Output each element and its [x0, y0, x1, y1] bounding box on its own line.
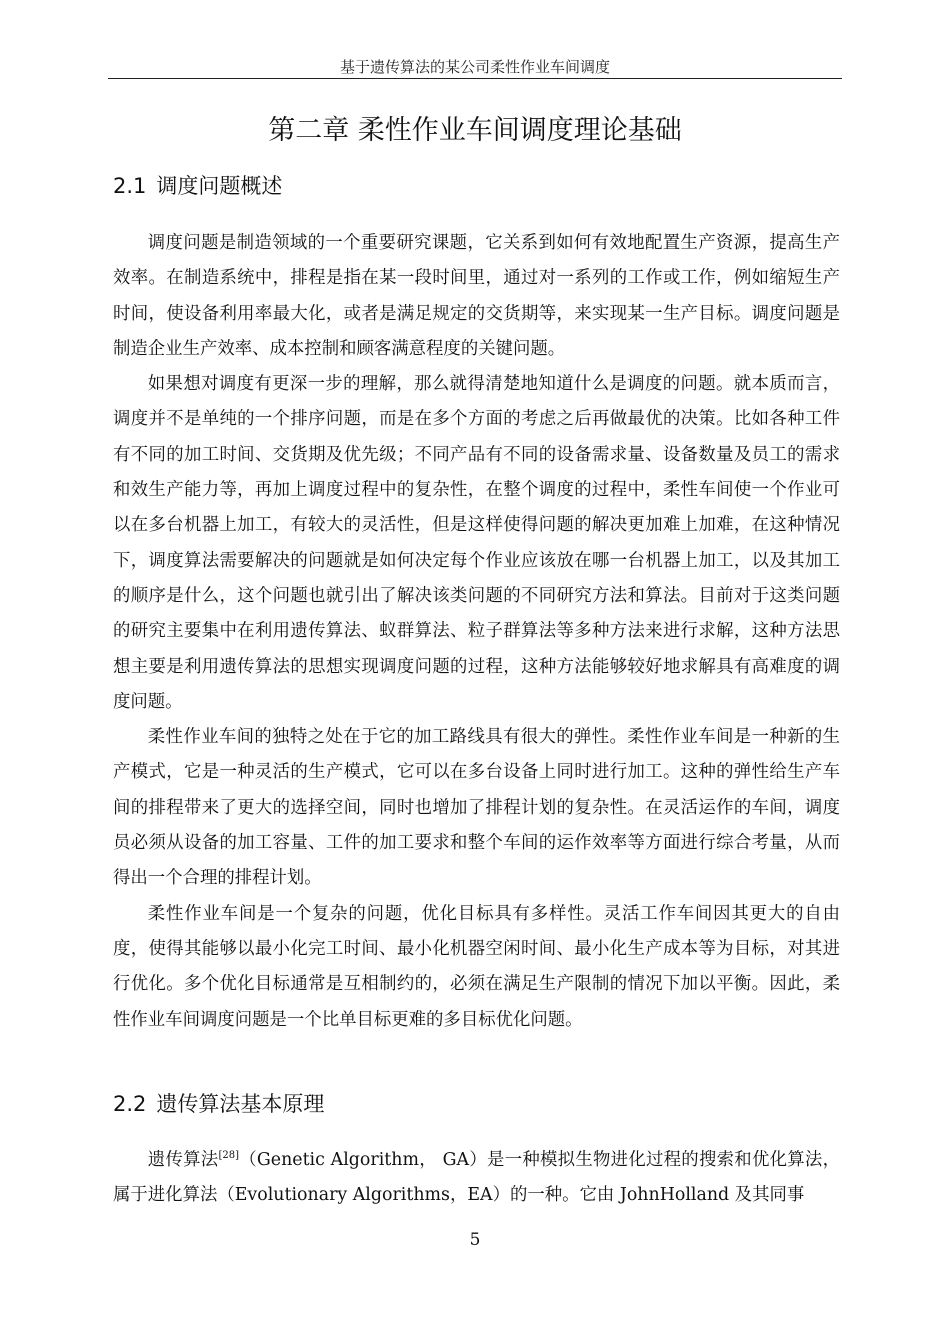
- section-number: 2.1: [113, 174, 147, 198]
- paragraph: 柔性作业车间的独特之处在于它的加工路线具有很大的弹性。柔性作业车间是一种新的生产模式，它是一种灵活的生产模式，它可以在多台设备上同时进行加工。这种的弹性给生产车间的排程带来了更大的选择空间，同时也增加了排程计划的复杂性。在灵活运作的车间，调度员必须从设备的加工容量、工件的加工要求和整个车间的运作效率等方面进行综合考量，从而得出一个合理的排程计划。: [113, 727, 840, 889]
- intro-lead: 遗传算法: [147, 1150, 219, 1170]
- section-2-2-body: [113, 1143, 840, 1214]
- paragraph: 如果想对调度有更深一步的理解，那么就得清楚地知道什么是调度的问题。就本质而言，调度并不是单纯的一个排序问题，而是在多个方面的考虑之后再做最优的决策。比如各种工件有不同的加工时间、交货期及优先级；不同产品有不同的设备需求量、设备数量及员工的需求和效生产能力等，再加上调度过程中的复杂性，在整个调度的过程中，柔性车间使一个作业可以在多台机器上加工，有较大的灵活性，但是这样使得问题的解决更加难上加难，在这种情况下，调度算法需要解决的问题就是如何决定每个作业应该放在哪一台机器上加工，以及其加工的顺序是什么，这个问题也就引出了解决该类问题的不同研究方法和算法。目前对于这类问题的研究主要集中在利用遗传算法、蚁群算法、粒子群算法等多种方法来进行求解，这种方法思想主要是利用遗传算法的思想实现调度问题的过程，这种方法能够较好地求解具有高难度的调度问题。: [113, 374, 840, 712]
- section-title-text: 调度问题概述: [156, 174, 283, 198]
- citation-ref: [28]: [218, 1150, 239, 1162]
- paragraph: 柔性作业车间是一个复杂的问题，优化目标具有多样性。灵活工作车间因其更大的自由度，使得其能够以最小化完工时间、最小化机器空闲时间、最小化生产成本等为目标，对其进行优化。多个优化目标通常是互相制约的，必须在满足生产限制的情况下加以平衡。因此，柔性作业车间调度问题是一个比单目标更难的多目标优化问题。: [113, 903, 840, 1030]
- chapter-title: 第二章 柔性作业车间调度理论基础: [268, 115, 682, 146]
- section-heading-2-2: [113, 1089, 324, 1119]
- paragraph: 调度问题是制造领域的一个重要研究课题，它关系到如何有效地配置生产资源，提高生产效率。在制造系统中，排程是指在某一段时间里，通过对一系列的工作或工作，例如缩短生产时间，使设备利用率最大化，或者是满足规定的交货期等，来实现某一生产目标。调度问题是制造企业生产效率、成本控制和顾客满意程度的关键问题。: [113, 233, 840, 359]
- running-title: 基于遗传算法的某公司柔性作业车间调度: [339, 58, 610, 76]
- section-2-1-body: [113, 226, 840, 1038]
- paragraph: [113, 1143, 840, 1214]
- page-number: 5: [469, 1230, 481, 1250]
- section-number: 2.2: [113, 1092, 147, 1116]
- section-title-text: 遗传算法基本原理: [156, 1092, 325, 1116]
- running-header: [108, 56, 842, 79]
- section-heading-2-1: [113, 171, 282, 201]
- intro-rest: （Genetic Algorithm， GA）是一种模拟生物进化过程的搜索和优化算法，属于进化算法（Evolutionary Algorithms，EA）的一种。它由 JohnHolland 及其同事: [113, 1150, 840, 1206]
